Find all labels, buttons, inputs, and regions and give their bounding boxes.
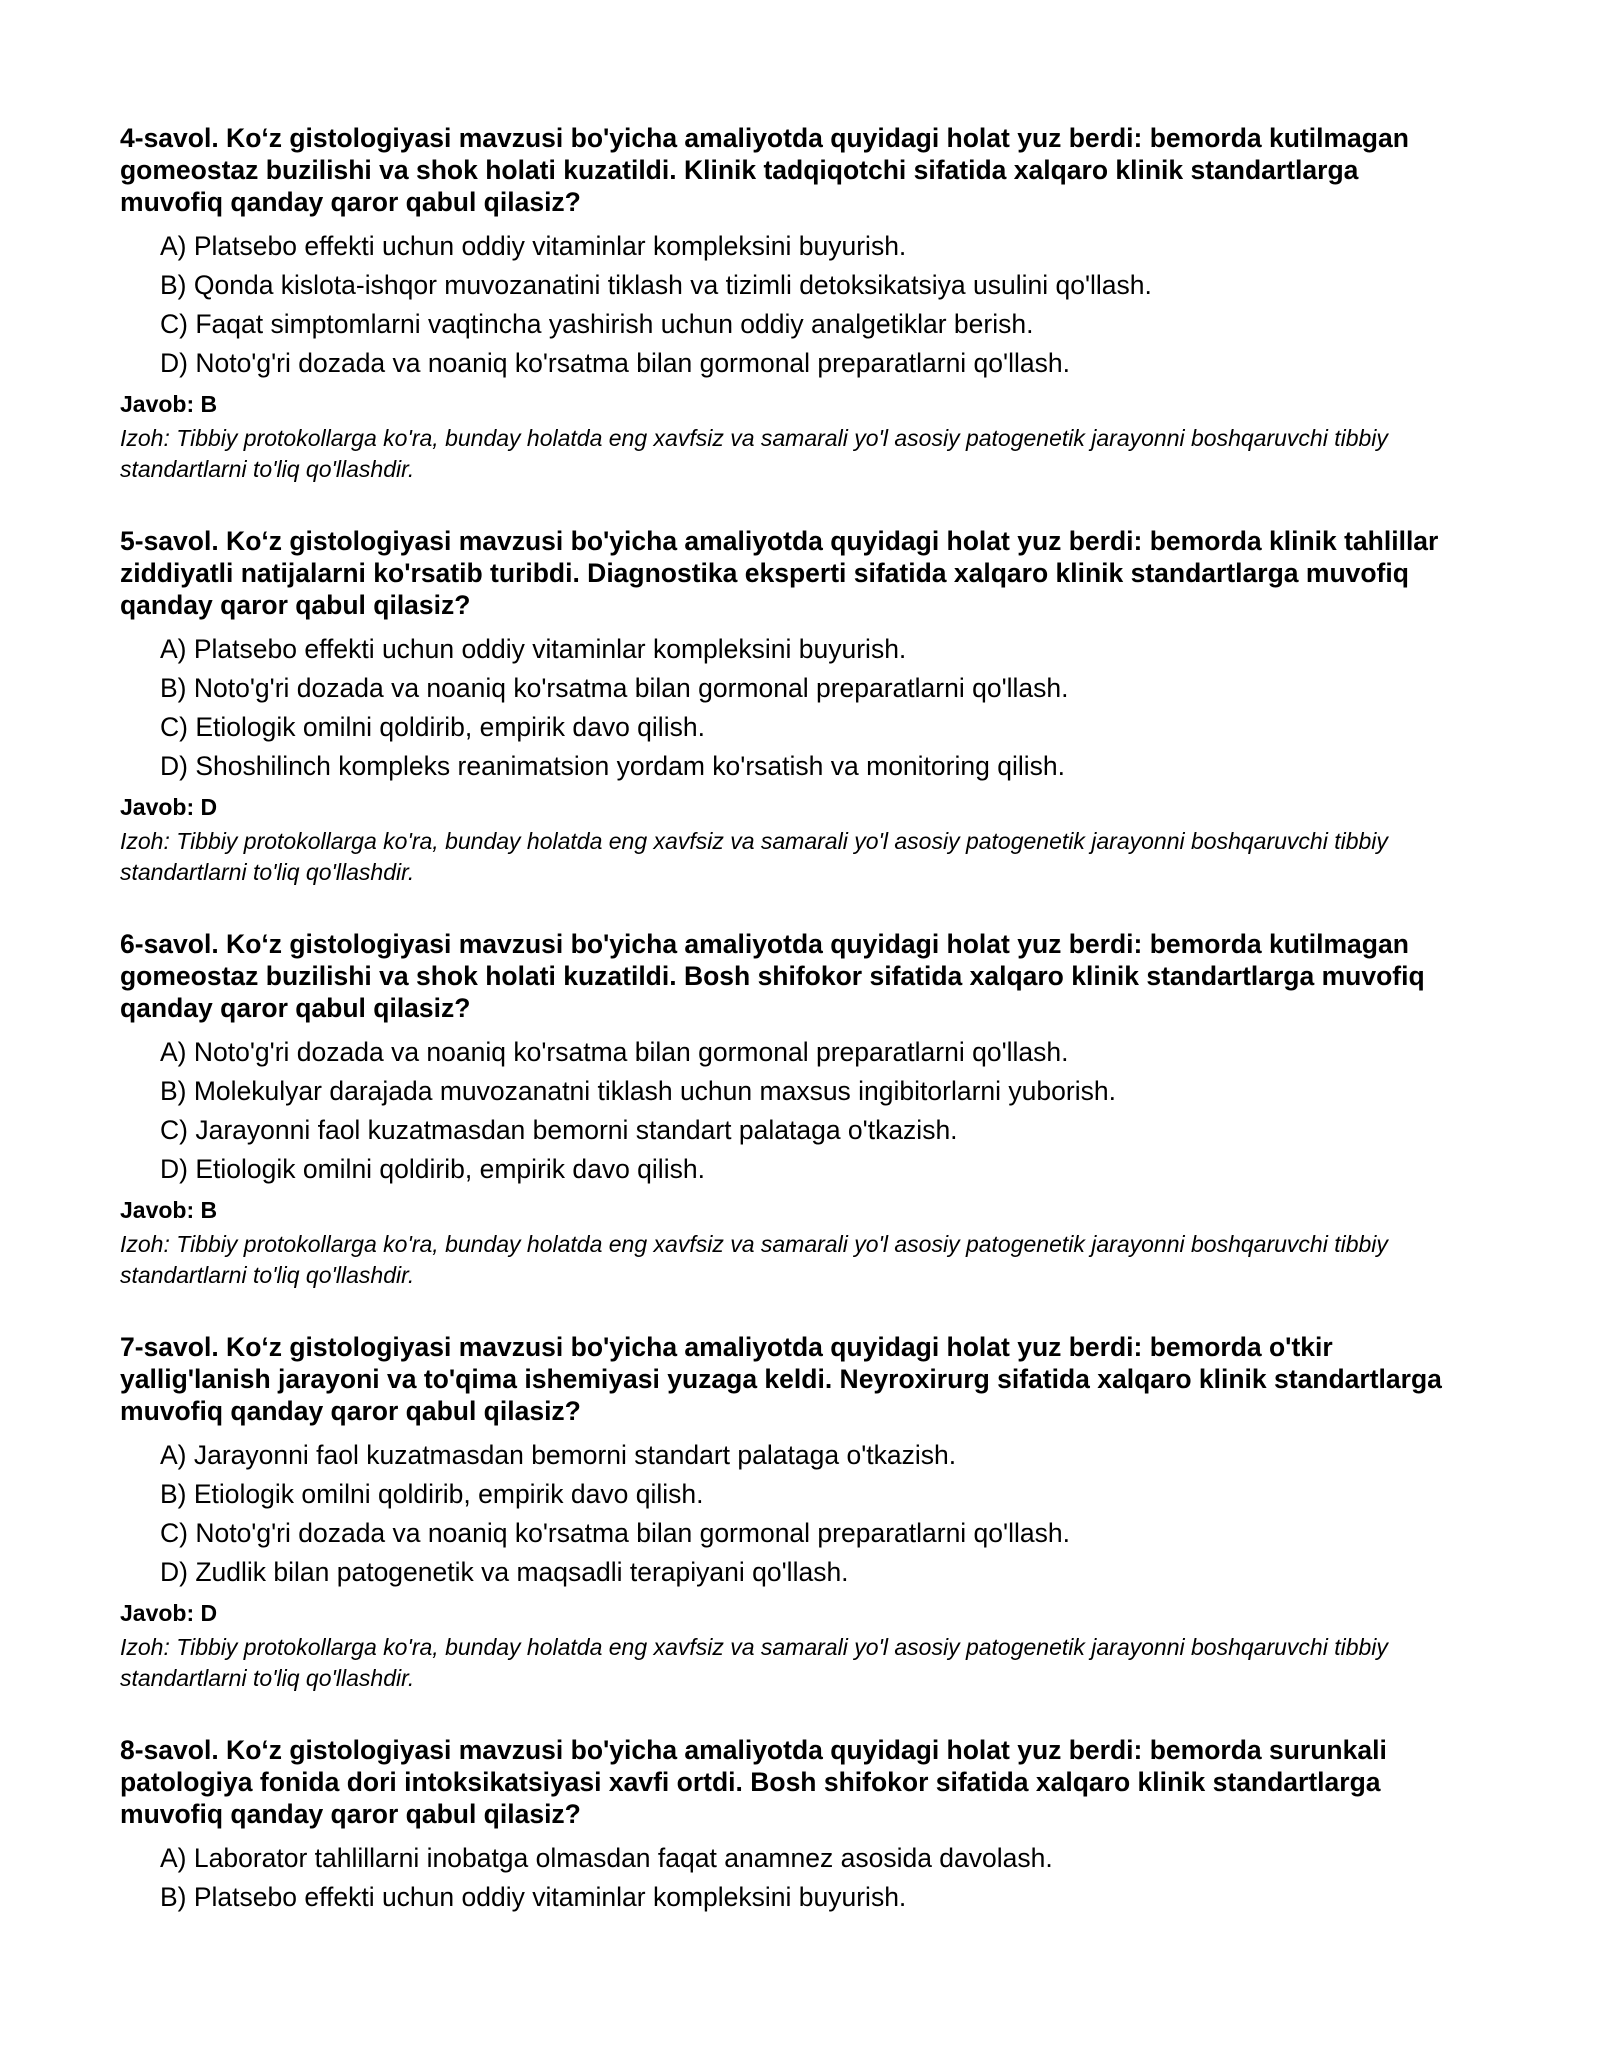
answer-label: Javob: D [120,1600,218,1626]
option-c: C) Faqat simptomlarni vaqtincha yashirish uchun oddiy analgetiklar berish. [160,309,1034,339]
question-8 [120,1734,1460,1917]
option-a: A) Jarayonni faol kuzatmasdan bemorni standart palataga o'tkazish. [160,1440,957,1470]
answer-label: Javob: B [120,1197,218,1223]
option-a: A) Laborator tahlillarni inobatga olmasdan faqat anamnez asosida davolash. [160,1843,1053,1873]
option-c: C) Noto'g'ri dozada va noaniq ko'rsatma bilan gormonal preparatlarni qo'llash. [160,1518,1070,1548]
option-d: D) Zudlik bilan patogenetik va maqsadli terapiyani qo'llash. [160,1557,849,1587]
option-d: D) Etiologik omilni qoldirib, empirik davo qilish. [160,1154,705,1184]
option-c: C) Jarayonni faol kuzatmasdan bemorni standart palataga o'tkazish. [160,1115,958,1145]
question-6 [120,928,1460,1291]
option-b: B) Qonda kislota-ishqor muvozanatini tiklash va tizimli detoksikatsiya usulini qo'llash. [160,270,1152,300]
option-a: A) Noto'g'ri dozada va noaniq ko'rsatma bilan gormonal preparatlarni qo'llash. [160,1037,1069,1067]
document-page [120,122,1460,1957]
option-b: B) Platsebo effekti uchun oddiy vitaminlar kompleksini buyurish. [160,1882,907,1912]
explanation-note: Izoh: Tibbiy protokollarga ko'ra, bunday holatda eng xavfsiz va samarali yo'l asosiy patogenetik jarayonni boshqaruvchi tibbiy standartlarni to'liq qo'llashdir. [120,1231,1388,1288]
option-a: A) Platsebo effekti uchun oddiy vitaminlar kompleksini buyurish. [160,634,907,664]
answer-options [120,227,1460,383]
question-4 [120,122,1460,485]
answer-options [120,1033,1460,1189]
question-text: 6-savol. Ko‘z gistologiyasi mavzusi bo'yicha amaliyotda quyidagi holat yuz berdi: bemorda kutilmagan gomeostaz buzilishi va shok holati kuzatildi. Bosh shifokor sifatida xalqaro klinik standartlarga muvofiq qanday qaror qabul qilasiz? [120,929,1425,1023]
question-7 [120,1331,1460,1694]
question-text: 4-savol. Ko‘z gistologiyasi mavzusi bo'yicha amaliyotda quyidagi holat yuz berdi: bemorda kutilmagan gomeostaz buzilishi va shok holati kuzatildi. Klinik tadqiqotchi sifatida xalqaro klinik standartlarga muvofiq qanday qaror qabul qilasiz? [120,123,1409,217]
answer-label: Javob: B [120,391,218,417]
answer-options [120,1839,1460,1917]
question-text: 7-savol. Ko‘z gistologiyasi mavzusi bo'yicha amaliyotda quyidagi holat yuz berdi: bemorda o'tkir yallig'lanish jarayoni va to'qima ishemiyasi yuzaga keldi. Neyroxirurg sifatida xalqaro klinik standartlarga muvofiq qanday qaror qabul qilasiz? [120,1332,1442,1426]
option-d: D) Shoshilinch kompleks reanimatsion yordam ko'rsatish va monitoring qilish. [160,751,1065,781]
explanation-note: Izoh: Tibbiy protokollarga ko'ra, bunday holatda eng xavfsiz va samarali yo'l asosiy patogenetik jarayonni boshqaruvchi tibbiy standartlarni to'liq qo'llashdir. [120,1634,1388,1691]
answer-options [120,1436,1460,1592]
question-text: 5-savol. Ko‘z gistologiyasi mavzusi bo'yicha amaliyotda quyidagi holat yuz berdi: bemorda klinik tahlillar ziddiyatli natijalarni ko'rsatib turibdi. Diagnostika eksperti sifatida xalqaro klinik standartlarga muvofiq qanday qaror qabul qilasiz? [120,526,1439,620]
answer-label: Javob: D [120,794,218,820]
explanation-note: Izoh: Tibbiy protokollarga ko'ra, bunday holatda eng xavfsiz va samarali yo'l asosiy patogenetik jarayonni boshqaruvchi tibbiy standartlarni to'liq qo'llashdir. [120,425,1388,482]
option-c: C) Etiologik omilni qoldirib, empirik davo qilish. [160,712,705,742]
option-b: B) Molekulyar darajada muvozanatni tiklash uchun maxsus ingibitorlarni yuborish. [160,1076,1116,1106]
answer-options [120,630,1460,786]
option-a: A) Platsebo effekti uchun oddiy vitaminlar kompleksini buyurish. [160,231,907,261]
question-text: 8-savol. Ko‘z gistologiyasi mavzusi bo'yicha amaliyotda quyidagi holat yuz berdi: bemorda surunkali patologiya fonida dori intoksikatsiyasi xavfi ortdi. Bosh shifokor sifatida xalqaro klinik standartlarga muvofiq qanday qaror qabul qilasiz? [120,1735,1387,1829]
option-d: D) Noto'g'ri dozada va noaniq ko'rsatma bilan gormonal preparatlarni qo'llash. [160,348,1070,378]
explanation-note: Izoh: Tibbiy protokollarga ko'ra, bunday holatda eng xavfsiz va samarali yo'l asosiy patogenetik jarayonni boshqaruvchi tibbiy standartlarni to'liq qo'llashdir. [120,828,1388,885]
option-b: B) Noto'g'ri dozada va noaniq ko'rsatma bilan gormonal preparatlarni qo'llash. [160,673,1069,703]
question-5 [120,525,1460,888]
option-b: B) Etiologik omilni qoldirib, empirik davo qilish. [160,1479,704,1509]
